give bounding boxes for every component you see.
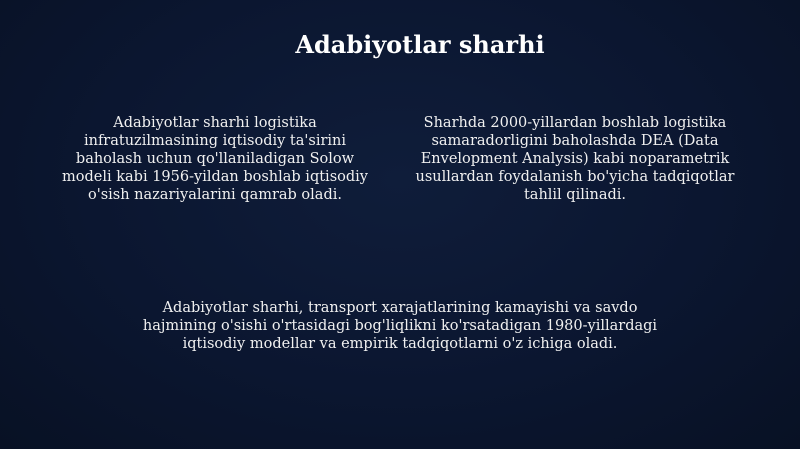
slide-title: Adabiyotlar sharhi (295, 30, 545, 59)
paragraph-left: Adabiyotlar sharhi logistika infratuzilmasining iqtisodiy ta'sirini baholash uchun qo'llaniladigan Solow modeli kabi 1956-yildan boshlab iqtisodiy o'sish nazariyalarini qamrab oladi. (62, 115, 368, 203)
paragraph-bottom: Adabiyotlar sharhi, transport xarajatlarining kamayishi va savdo hajmining o'sishi o'rtasidagi bog'liqlikni ko'rsatadigan 1980-yillardagi iqtisodiy modellar va empirik tadqiqotlarni o'z ichiga oladi. (142, 300, 658, 352)
paragraph-right: Sharhda 2000-yillardan boshlab logistika samaradorligini baholashda DEA (Data Envelopment Analysis) kabi noparametrik usullardan foydalanish bo'yicha tadqiqotlar tahlil qilinadi. (415, 115, 735, 203)
